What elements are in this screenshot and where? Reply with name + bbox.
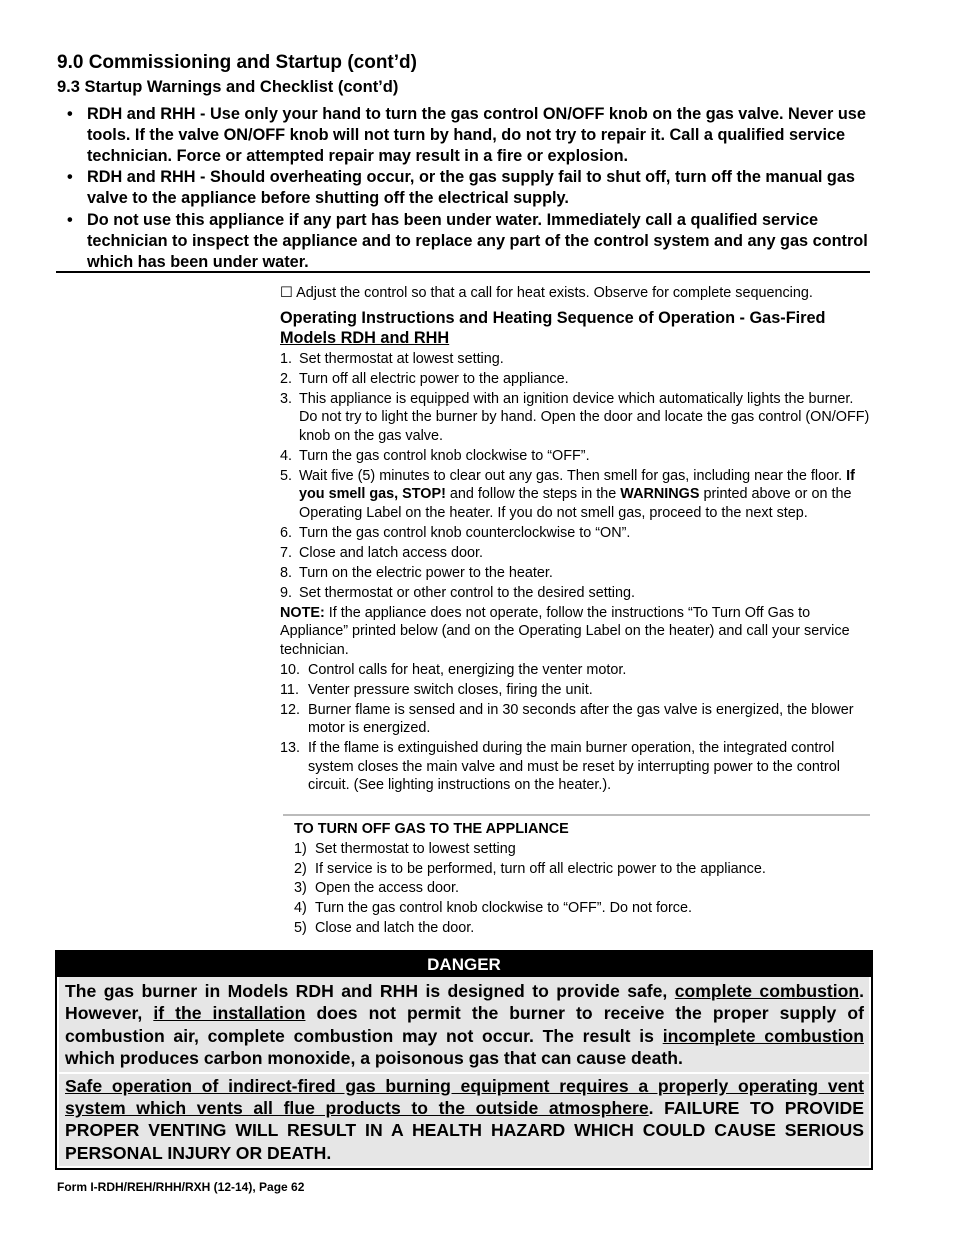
turn-off-step: 4) Turn the gas control knob clockwise to “OFF”. Do not force. — [294, 900, 692, 917]
step-item: 13. If the flame is extinguished during the main burner operation, the integrated control system closes the main valve and must be reset by interrupting power to the control circuit. (See lighting instructions on the heater.). — [280, 740, 840, 794]
step-item: 9. Set thermostat or other control to the desired setting. — [280, 584, 635, 601]
turn-off-divider — [283, 814, 870, 816]
turn-off-step: 5) Close and latch the door. — [294, 919, 475, 936]
checklist-text: Adjust the control so that a call for heat exists. Observe for complete sequencing. — [296, 285, 813, 301]
step-item: 12. Burner flame is sensed and in 30 seconds after the gas valve is energized, the blower motor is energized. — [280, 701, 854, 737]
step-item: 2. Turn off all electric power to the appliance. — [280, 370, 569, 387]
operating-title: Operating Instructions and Heating Sequence of Operation - Gas-Fired Models RDH and RHH — [280, 308, 826, 348]
bullet: • — [67, 105, 73, 123]
danger-paragraph-venting: Safe operation of indirect-fired gas burning equipment requires a properly operating vent system which vents all flue products to the outside atmosphere. FAILURE TO PROVIDE PROPER VENTING WILL RESULT IN A HEALTH HAZARD WHICH COULD CAUSE SERIOUS PERSONAL INJURY OR DEATH. — [59, 1074, 869, 1167]
turn-off-step: 3) Open the access door. — [294, 880, 459, 897]
operating-title-models: Models RDH and RHH — [280, 329, 450, 348]
bullet: • — [67, 210, 73, 229]
operating-note: NOTE: If the appliance does not operate, follow the instructions “To Turn Off Gas to Appliance” printed below (and on the Operating Label on the heater) and call your service technician. — [280, 604, 850, 659]
step-item: 11. Venter pressure switch closes, firing the unit. — [280, 681, 593, 698]
sequence-steps — [280, 661, 870, 795]
bullet: • — [67, 168, 73, 187]
turn-off-title: TO TURN OFF GAS TO THE APPLIANCE — [294, 821, 569, 837]
checkbox-icon[interactable]: ☐ — [280, 285, 293, 301]
step-item: 7. Close and latch access door. — [280, 544, 483, 561]
danger-title: DANGER — [57, 952, 871, 977]
section-divider — [56, 271, 870, 273]
turn-off-step: 2) If service is to be performed, turn off all electric power to the appliance. — [294, 860, 766, 877]
operating-column — [280, 284, 870, 796]
warning-item — [57, 210, 869, 272]
warning-text: Do not use this appliance if any part has been under water. Immediately call a qualified service technician to inspect the appliance and to replace any part of the control system and any gas control which has been under water. — [87, 210, 868, 271]
operating-steps — [280, 350, 870, 603]
turn-off-section — [294, 820, 864, 939]
step-item: 4. Turn the gas control knob clockwise to “OFF”. — [280, 447, 590, 464]
danger-box — [55, 950, 873, 1170]
danger-paragraph-combustion: The gas burner in Models RDH and RHH is designed to provide safe, complete combustion. However, if the installation does not permit the burner to receive the proper supply of combustion air, complete combustion may not occur. The result is incomplete combustion which produces carbon monoxide, a poisonous gas that can cause death. — [59, 977, 869, 1072]
step-item: 10. Control calls for heat, energizing the venter motor. — [280, 661, 627, 678]
step-item: 8. Turn on the electric power to the heater. — [280, 564, 553, 581]
step-item: 5. Wait five (5) minutes to clear out any gas. Then smell for gas, including near the floor. If you smell gas, STOP! and follow the steps in the WARNINGS printed above or on the Operating Label on the heater. If you do not smell gas, proceed to the next step. — [280, 467, 855, 521]
warning-text: RDH and RHH - Should overheating occur, or the gas supply fail to shut off, turn off the manual gas valve to the appliance before shutting off the electrical supply. — [87, 168, 855, 208]
warning-item — [57, 104, 869, 166]
turn-off-step: 1) Set thermostat to lowest setting — [294, 840, 516, 857]
section-heading: 9.0 Commissioning and Startup (cont’d) — [57, 52, 417, 73]
warning-item — [57, 167, 869, 209]
page-footer: Form I-RDH/REH/RHH/RXH (12-14), Page 62 — [57, 1180, 305, 1194]
step-item: 3. This appliance is equipped with an ignition device which automatically lights the burner. Do not try to light the burner by hand. Open the door and locate the gas control (ON/OFF) knob on the gas valve. — [280, 390, 870, 444]
warning-text: RDH and RHH - Use only your hand to turn the gas control ON/OFF knob on the gas valve. Never use tools. If the valve ON/OFF knob will not turn by hand, do not try to repair it. Call a qualified service technician. Force or attempted repair may result in a fire or explosion. — [87, 105, 866, 165]
step-item: 1. Set thermostat at lowest setting. — [280, 350, 504, 367]
turn-off-steps — [294, 840, 864, 939]
step-item: 6. Turn the gas control knob counterclockwise to “ON”. — [280, 524, 631, 541]
subsection-heading: 9.3 Startup Warnings and Checklist (cont’d) — [57, 78, 399, 96]
warning-list — [57, 104, 869, 273]
checklist-item — [280, 284, 870, 303]
